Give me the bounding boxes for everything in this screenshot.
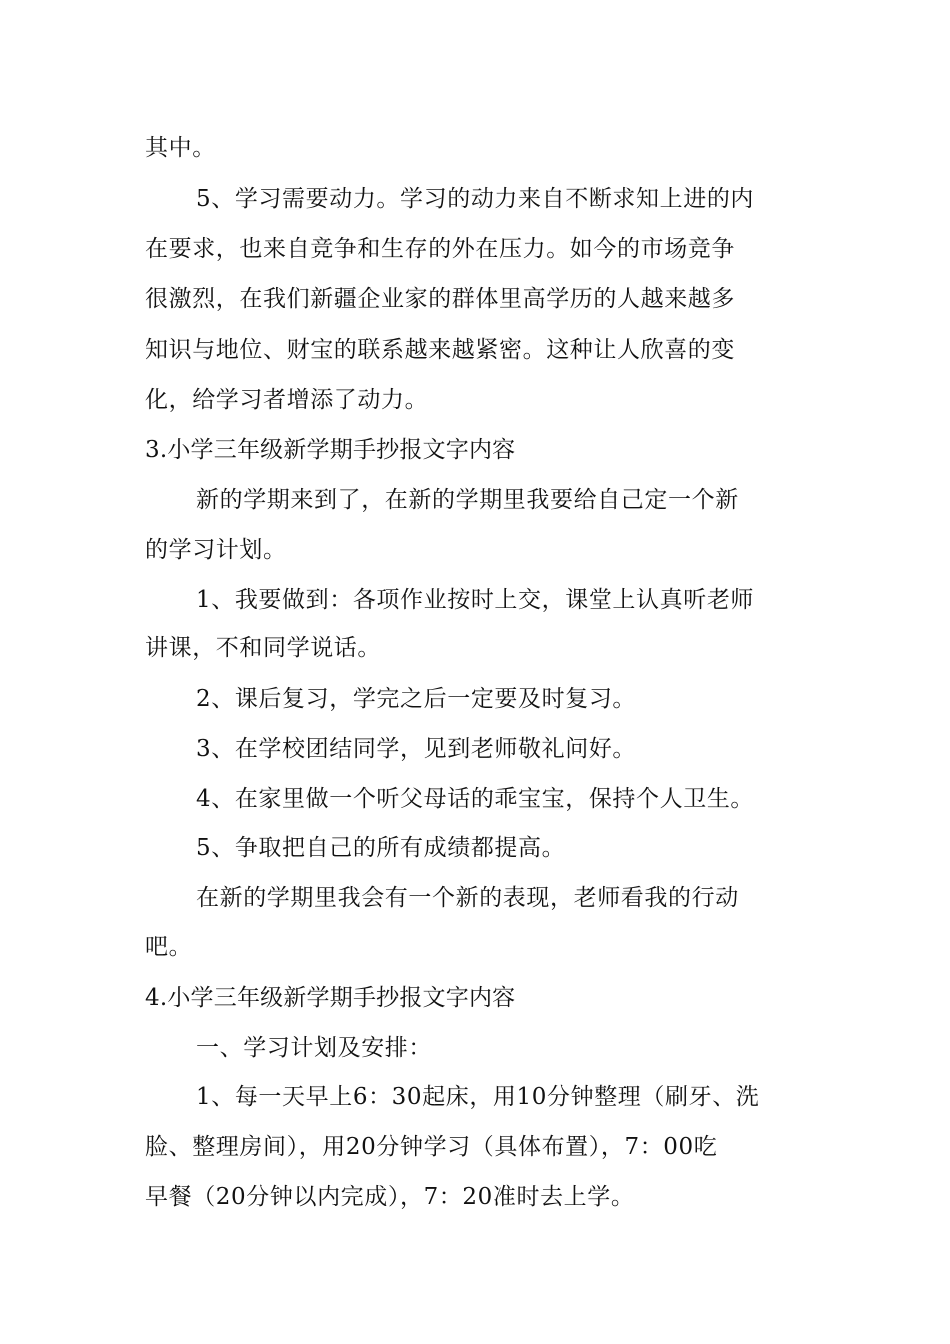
text-line: 讲课，不和同学说话。 xyxy=(145,635,381,661)
section-heading: 3.小学三年级新学期手抄报文字内容 xyxy=(145,437,516,463)
text-line: 新的学期来到了，在新的学期里我要给自己定一个新 xyxy=(196,487,739,513)
text-line: 5、学习需要动力。学习的动力来自不断求知上进的内 xyxy=(196,186,755,212)
text-line: 1、每一天早上6：30起床，用10分钟整理（刷牙、洗 xyxy=(196,1084,760,1110)
text-line: 脸、整理房间），用20分钟学习（具体布置），7：00吃 xyxy=(145,1134,718,1160)
text-line: 4、在家里做一个听父母话的乖宝宝，保持个人卫生。 xyxy=(196,786,755,812)
text-line: 其中。 xyxy=(145,135,216,161)
text-line: 早餐（20分钟以内完成），7：20准时去上学。 xyxy=(145,1184,635,1210)
text-line: 的学习计划。 xyxy=(145,537,287,563)
section-heading: 4.小学三年级新学期手抄报文字内容 xyxy=(145,985,516,1011)
text-line: 5、争取把自己的所有成绩都提高。 xyxy=(196,835,566,861)
text-line: 化，给学习者增添了动力。 xyxy=(145,387,429,413)
text-line: 2、课后复习，学完之后一定要及时复习。 xyxy=(196,686,637,712)
text-line: 3、在学校团结同学，见到老师敬礼问好。 xyxy=(196,736,637,762)
text-line: 很激烈，在我们新疆企业家的群体里高学历的人越来越多 xyxy=(145,286,735,312)
text-line: 在要求，也来自竞争和生存的外在压力。如今的市场竞争 xyxy=(145,236,735,262)
text-line: 1、我要做到：各项作业按时上交，课堂上认真听老师 xyxy=(196,587,755,613)
text-line: 知识与地位、财宝的联系越来越紧密。这种让人欣喜的变 xyxy=(145,337,735,363)
text-line: 在新的学期里我会有一个新的表现，老师看我的行动 xyxy=(196,885,739,911)
text-line: 一、学习计划及安排： xyxy=(196,1035,432,1061)
text-line: 吧。 xyxy=(145,934,193,960)
